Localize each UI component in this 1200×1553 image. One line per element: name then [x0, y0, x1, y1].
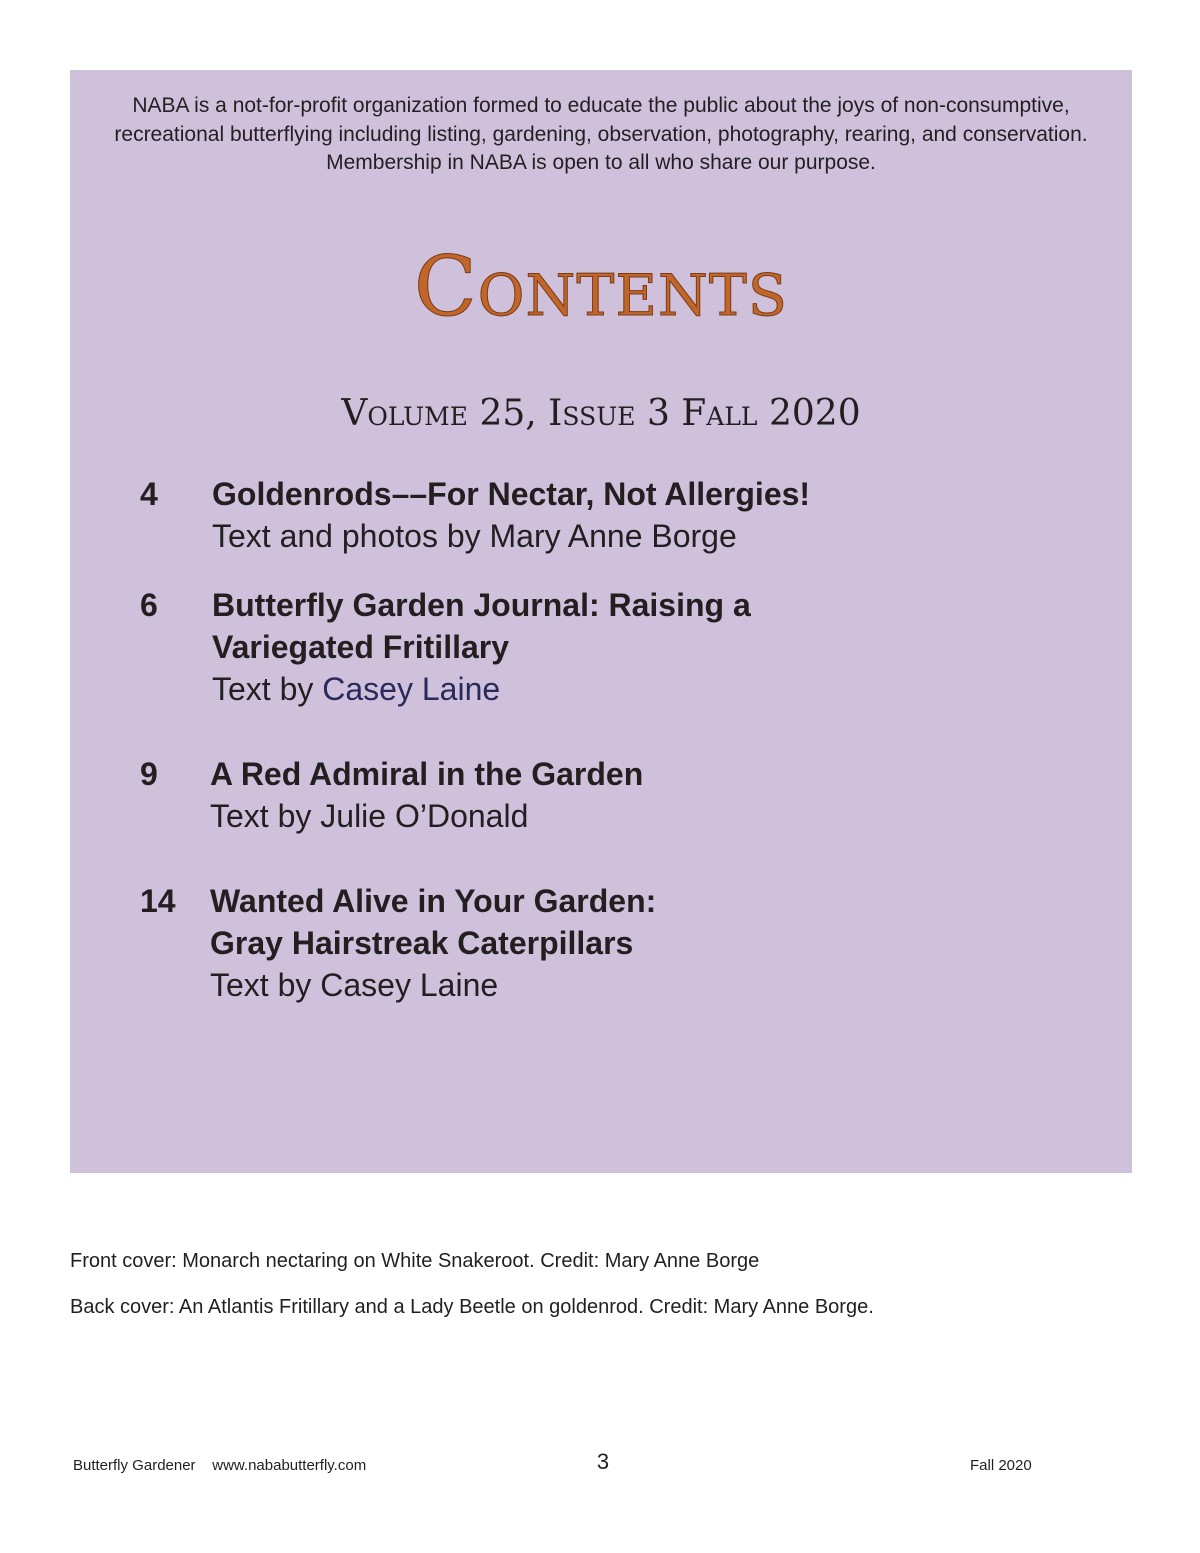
front-cover-caption: Front cover: Monarch nectaring on White Snakeroot. Credit: Mary Anne Borge — [70, 1250, 760, 1272]
toc-article-title-line2: Gray Hairstreak Caterpillars — [210, 925, 634, 961]
toc-page-number: 9 — [140, 756, 158, 792]
toc-article-title: A Red Admiral in the Garden — [210, 756, 644, 792]
contents-heading: Contents — [414, 240, 788, 335]
footer-website-link[interactable]: www.nababutterfly.com — [212, 1457, 367, 1474]
toc-byline-author: Casey Laine — [322, 671, 501, 707]
footer-issue: Fall 2020 — [970, 1457, 1032, 1474]
toc-page-number: 6 — [140, 587, 158, 623]
toc-page-number: 4 — [140, 476, 158, 512]
volume-issue-line: Volume 25, Issue 3 Fall 2020 — [341, 393, 861, 434]
contents-panel — [70, 70, 1132, 1173]
footer-publication-name: Butterfly Gardener — [73, 1457, 196, 1474]
back-cover-caption: Back cover: An Atlantis Fritillary and a Lady Beetle on goldenrod. Credit: Mary Anne Borge. — [70, 1296, 874, 1318]
toc-article-title-line2: Variegated Fritillary — [212, 629, 510, 665]
naba-intro-text: NABA is a not-for-profit organization formed to educate the public about the joys of non-consumptive, recreational butterflying including listing, gardening, observation, photography, rearing, and conservation. Membership in NABA is open to all who share our purpose. — [114, 94, 1088, 174]
toc-article-title: Goldenrods––For Nectar, Not Allergies! — [212, 476, 811, 512]
toc-article-title: Wanted Alive in Your Garden: — [210, 883, 657, 919]
toc-article-title: Butterfly Garden Journal: Raising a — [212, 587, 751, 623]
toc-byline: Text by Julie O’Donald — [210, 798, 529, 834]
toc-page-number: 14 — [140, 883, 176, 919]
toc-byline: Text and photos by Mary Anne Borge — [212, 518, 737, 554]
toc-byline: Text by Casey Laine — [210, 967, 499, 1003]
toc-byline-prefix: Text by — [212, 671, 323, 707]
footer-page-number: 3 — [596, 1449, 610, 1474]
toc-byline — [212, 668, 1012, 710]
